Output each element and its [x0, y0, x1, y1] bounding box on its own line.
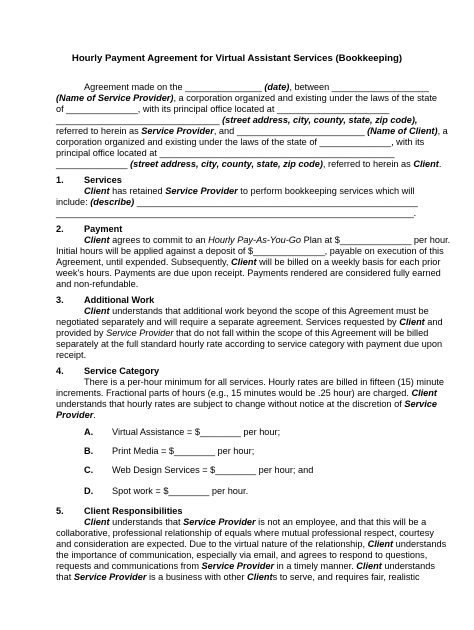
intro-text: referred to herein as: [56, 126, 142, 136]
intro-text: , a corporation organized and existing under the laws of the state: [173, 93, 437, 103]
body-text: will be billed on a weekly basis for each prior: [256, 257, 441, 267]
rate-item-letter: D.: [84, 486, 94, 496]
s1-line-3[interactable]: ______________________________________________________________________.: [56, 208, 417, 218]
term-service-provider: Service Provider: [183, 517, 256, 527]
term-client: Client: [84, 235, 110, 245]
rate-item-spot-work[interactable]: Spot work = $________ per hour.: [112, 486, 249, 496]
body-text: understands that: [109, 517, 184, 527]
body-text: requests and communications from: [56, 561, 202, 571]
body-text: understands that hourly rates are subject to change without notice at the discretion of: [56, 399, 405, 409]
section-2-heading: Payment: [84, 224, 123, 234]
term-client: Client: [84, 186, 110, 196]
s2-line-5: and non-refundable.: [56, 279, 139, 289]
s4-line-3: [56, 399, 437, 410]
address-blank[interactable]: ________________________________: [56, 115, 223, 125]
s3-line-2: [56, 317, 443, 328]
intro-line-1: [84, 82, 429, 93]
provider-name-blank[interactable]: ___________________: [331, 82, 429, 92]
date-blank[interactable]: _______________: [185, 82, 262, 92]
term-service-provider: Provider: [56, 410, 94, 420]
document-title: Hourly Payment Agreement for Virtual Assistant Services (Bookkeeping): [71, 53, 403, 64]
term-client: Client: [367, 539, 394, 549]
body-text: in a timely manner.: [274, 561, 357, 571]
body-text: understands: [381, 561, 435, 571]
s2-line-2: Initial hours will be applied against a deposit of $______________, payable on execution of this: [56, 246, 444, 256]
rate-item-letter: C.: [84, 465, 94, 475]
body-text: has retained: [109, 186, 166, 196]
term-client: Client: [399, 317, 425, 327]
s5-line-6: [56, 572, 420, 583]
s1-line-1: [84, 186, 414, 197]
date-label: (date): [261, 82, 290, 92]
intro-text: , between: [289, 82, 332, 92]
term-client: Client: [411, 388, 437, 398]
s2-line-4: week's hours. Payments are due upon receipt. Payments rendered are considered fully earned: [56, 268, 441, 278]
plan-name: Hourly Pay-As-You-Go: [208, 235, 302, 245]
body-text: agrees to commit to an: [109, 235, 209, 245]
rate-item-letter: A.: [84, 427, 94, 437]
s1-line-2: [56, 197, 418, 208]
s4-line-1: There is a per-hour minimum for all services. Hourly rates are billed in fifteen (15) minute: [84, 377, 444, 387]
client-name-label: (Name of Client): [367, 126, 438, 136]
section-2-number: 2.: [56, 224, 64, 234]
section-3-number: 3.: [56, 295, 64, 305]
intro-text: , referred to herein as: [322, 159, 414, 169]
rate-item-letter: B.: [84, 446, 94, 456]
term-client: Client: [231, 257, 257, 267]
body-text: .: [93, 410, 96, 420]
section-3-heading: Additional Work: [84, 295, 155, 305]
term-client: Client: [247, 572, 273, 582]
address-label: (street address, city, county, state, zip code): [130, 159, 323, 169]
body-text: include:: [56, 197, 91, 207]
term-service-provider: Service Provider: [73, 572, 147, 582]
intro-line-8: [56, 159, 441, 170]
body-text: increments. Fractional parts of hours (e.g., 15 minutes would be .25 hour) are charged.: [56, 388, 412, 398]
section-5-heading: Client Responsibilities: [84, 506, 183, 516]
term-client: Client: [356, 561, 382, 571]
intro-line-5: [56, 126, 448, 137]
body-text: Agreement, until expended. Subsequently,: [56, 257, 232, 267]
section-1-heading: Services: [84, 175, 122, 185]
body-text: is not an employee, and that this will be a: [255, 517, 427, 527]
client-name-blank[interactable]: , and _________________________: [213, 126, 368, 136]
intro-text: Agreement made on the: [84, 82, 186, 92]
term-service-provider: Service Provider: [106, 328, 174, 338]
rate-item-virtual-assistance[interactable]: Virtual Assistance = $________ per hour;: [112, 427, 281, 437]
intro-line-4: [56, 115, 417, 126]
rate-item-web-design[interactable]: Web Design Services = $________ per hour; and: [112, 465, 314, 475]
section-1-number: 1.: [56, 175, 64, 185]
provider-name-label: (Name of Service Provider): [56, 93, 174, 103]
body-text: provided by: [56, 328, 107, 338]
section-4-number: 4.: [56, 366, 64, 376]
s3-line-4: separately at the full standard hourly rate according to service category with payment due upon: [56, 339, 443, 349]
s5-line-2: collaborative, professional relationship of equals where mutual professional respect, courtesy: [56, 528, 434, 538]
s4-line-4: [56, 410, 96, 421]
body-text: that: [56, 572, 74, 582]
services-blank[interactable]: _______________________________________________________: [134, 197, 418, 207]
body-text: negotiated separately and will require a separate agreement. Services requested by: [56, 317, 400, 327]
intro-line-2: [56, 93, 437, 104]
term-service-provider: Service: [404, 399, 438, 409]
body-text: to perform bookkeeping services which will: [237, 186, 415, 196]
term-service-provider: Service Provider: [201, 561, 275, 571]
s5-line-3: [56, 539, 446, 550]
body-text: that do not fall within the scope of this Agreement will be billed: [173, 328, 429, 338]
hourly-rate-blank[interactable]: Plan at $______________ per hour.: [301, 235, 451, 245]
body-text: and: [424, 317, 443, 327]
term-service-provider: Service Provider: [141, 126, 214, 136]
s5-line-1: [84, 517, 426, 528]
term-service-provider: Service Provider: [165, 186, 238, 196]
rate-item-print-media[interactable]: Print Media = $________ per hour;: [112, 446, 255, 456]
s5-line-5: [56, 561, 435, 572]
intro-text: , a: [437, 126, 448, 136]
term-client: Client: [84, 306, 110, 316]
section-4-heading: Service Category: [84, 366, 160, 376]
body-text: and consideration are expected. Due to the virtual nature of the relationship,: [56, 539, 368, 549]
term-client: Client: [84, 517, 110, 527]
intro-text: .: [438, 159, 442, 169]
address-label: (street address, city, county, state, zip code),: [222, 115, 418, 125]
body-text: s to serve, and requires fair, realistic: [272, 572, 420, 582]
s3-line-5: receipt.: [56, 350, 87, 360]
s4-line-2: [56, 388, 437, 399]
s2-line-3: [56, 257, 440, 268]
intro-line-6: corporation organized and existing under the laws of the state of ______________, with its: [56, 137, 425, 147]
body-text: understands that additional work beyond the scope of this Agreement must be: [109, 306, 429, 316]
body-text: understands: [393, 539, 447, 549]
s3-line-3: [56, 328, 428, 339]
section-5-number: 5.: [56, 506, 64, 516]
s2-line-1: [84, 235, 450, 246]
body-text: is a business with other: [146, 572, 248, 582]
intro-line-7: principal office located at ______________________________________________: [56, 148, 395, 158]
client-address-blank[interactable]: ______________: [56, 159, 131, 169]
s3-line-1: [84, 306, 429, 317]
term-client: Client: [413, 159, 439, 169]
s5-line-4: the importance of communication, especially via email, and agrees to respond to questions,: [56, 550, 428, 560]
intro-line-3: of ______________, with its principal office located at ______________________: [56, 104, 390, 114]
describe-label: (describe): [90, 197, 135, 207]
